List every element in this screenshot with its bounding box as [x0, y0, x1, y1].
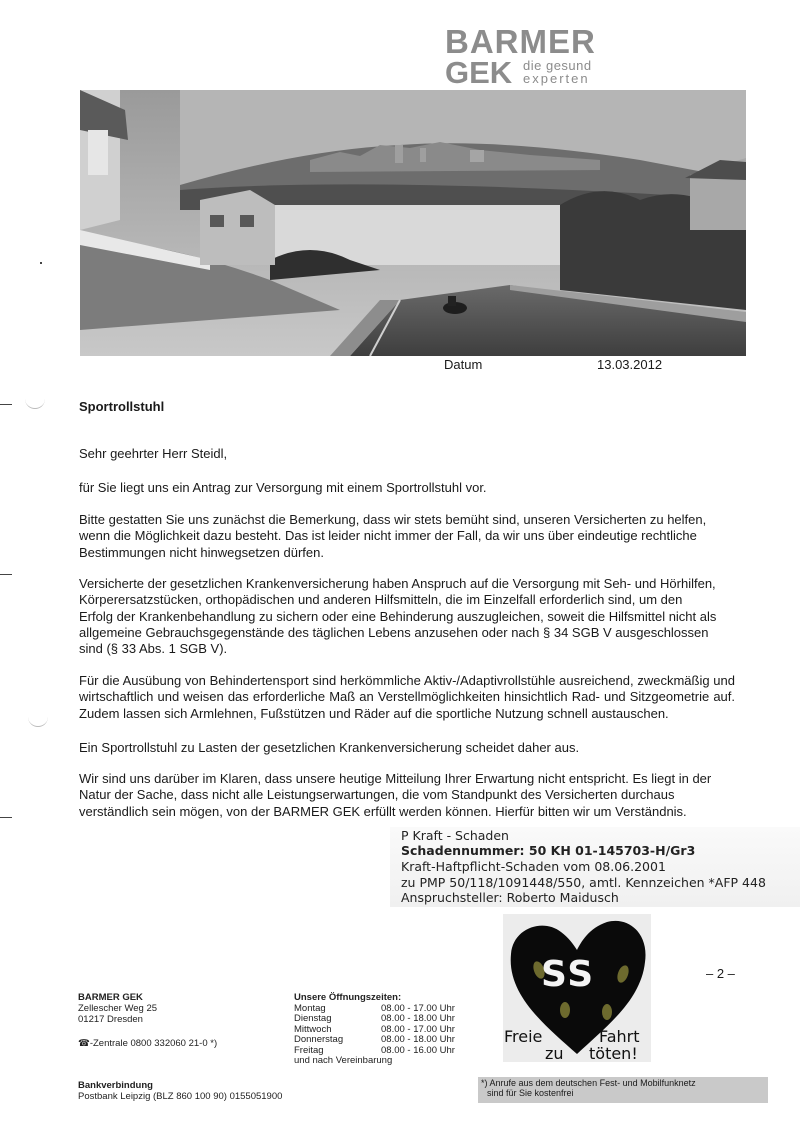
- hours-time: 08.00 - 18.00 Uhr: [381, 1013, 455, 1025]
- logo-gek: GEK: [445, 55, 513, 90]
- hours-row: [294, 1024, 459, 1034]
- heart-caption-1: Freie: [504, 1027, 543, 1046]
- hours-row: [294, 1013, 459, 1023]
- heart-caption-4: töten!: [589, 1044, 638, 1063]
- footer-city: 01217 Dresden: [78, 1014, 143, 1025]
- bank-heading: Bankverbindung: [78, 1080, 153, 1091]
- hours-day: Donnerstag: [294, 1034, 344, 1046]
- hours-time: 08.00 - 17.00 Uhr: [381, 1003, 455, 1014]
- hours-day: Freitag: [294, 1044, 324, 1056]
- fold-mark-2: [0, 574, 12, 575]
- notice-line-1: *) Anrufe aus dem deutschen Fest- und Mobilfunknetz: [481, 1078, 696, 1088]
- bank-details: Postbank Leipzig (BLZ 860 100 90) 0155051900: [78, 1091, 283, 1102]
- paragraph-5: Ein Sportrollstuhl zu Lasten der gesetzlichen Krankenversicherung scheidet daher aus.: [79, 740, 580, 755]
- hours-extra: und nach Vereinbarung: [294, 1055, 393, 1066]
- notice-line-2: sind für Sie kostenfrei: [487, 1088, 574, 1098]
- stamp-line-5: Anspruchsteller: Roberto Maidusch: [401, 890, 619, 905]
- fold-mark-1: [0, 404, 12, 405]
- hours-day: Montag: [294, 1003, 326, 1014]
- free-call-notice: [478, 1077, 768, 1103]
- paragraph-3: Versicherte der gesetzlichen Krankenversicherung haben Anspruch auf die Versorgung mit Seh- und Hörhilfen, Körperersatzstücken, orthopädischen und anderen Hilfsmitteln, die im Einzelfall erforderlich sind, um den Erfolg der Krankenbehandlung zu sichern oder eine Behinderung auszugleichen, soweit die Hilfsmittel nicht als allgemeine Gebrauchsgegenstände des täglichen Lebens anzusehen oder nach § 34 SGB V ausgeschlossen sind (§ 33 Abs. 1 SGB V).: [79, 576, 717, 657]
- hours-row: [294, 1045, 459, 1055]
- hole-mark-1: [25, 398, 45, 409]
- page-number: – 2 –: [706, 966, 735, 981]
- paragraph-6: Wir sind uns darüber im Klaren, dass unsere heutige Mitteilung Ihrer Erwartung nicht entspricht. Es liegt in der Natur der Sache, dass nicht alle Leistungserwartungen, die vom Standpunkt des Versicherten durchaus verständlich sein mögen, von der BARMER GEK erfüllt werden können. Hierfür bitten wir um Verständnis.: [79, 771, 712, 819]
- footer-street: Zellescher Weg 25: [78, 1003, 158, 1014]
- hours-day: Mittwoch: [294, 1023, 332, 1035]
- footer-org: BARMER GEK: [78, 992, 143, 1003]
- salutation: Sehr geehrter Herr Steidl,: [79, 446, 228, 461]
- heart-image: [503, 914, 651, 1062]
- logo-barmer: BARMER: [445, 23, 596, 60]
- logo-tagline: [523, 59, 592, 85]
- heart-caption-3: zu: [545, 1044, 564, 1063]
- letter-subject: Sportrollstuhl: [79, 399, 165, 414]
- stamp-line-3: Kraft-Haftpflicht-Schaden vom 08.06.2001: [401, 859, 666, 874]
- paragraph-1: für Sie liegt uns ein Antrag zur Versorgung mit einem Sportrollstuhl vor.: [79, 480, 487, 495]
- footer-opening-hours: [294, 992, 464, 1072]
- logo-tagline-1: die gesund: [523, 58, 592, 73]
- stamp-line-2: Schadennummer: 50 KH 01-145703-H/Gr3: [401, 843, 696, 858]
- date-label: Datum: [444, 357, 483, 372]
- hours-row: [294, 1003, 459, 1013]
- paragraph-4: Für die Ausübung von Behindertensport sind herkömmliche Aktiv-/Adaptivrollstühle ausreichend, zweckmäßig und wirtschaftlich und weisen das erforderliche Maß an Verstellmöglichkeiten hinsichtlich Rad- und Sitzgeometrie auf. Zudem lassen sich Armlehnen, Fußstützen und Räder auf die sportliche Nutzung schnell austauschen.: [79, 673, 735, 721]
- hours-time: 08.00 - 16.00 Uhr: [381, 1044, 455, 1056]
- date-value: 13.03.2012: [597, 357, 663, 372]
- footer-phone: ☎-Zentrale 0800 332060 21-0 *): [78, 1038, 218, 1049]
- hours-heading: Unsere Öffnungszeiten:: [294, 992, 402, 1003]
- stamp-line-4: zu PMP 50/118/1091448/550, amtl. Kennzeichen *AFP 448: [401, 875, 766, 890]
- fold-mark-3: [0, 817, 12, 818]
- footer-address: [78, 992, 217, 1049]
- speck: [40, 262, 42, 264]
- heart-caption-2: Fahrt: [599, 1027, 640, 1046]
- damage-claim-stamp: [390, 827, 800, 907]
- logo-tagline-2: experten: [523, 71, 590, 86]
- header-photo: [80, 90, 746, 356]
- hole-mark-2: [28, 716, 48, 727]
- stamp-line-1: P Kraft - Schaden: [401, 828, 509, 843]
- heart-ss-letters: SS: [541, 954, 596, 995]
- hours-time: 08.00 - 18.00 Uhr: [381, 1034, 455, 1046]
- hours-row: [294, 1034, 459, 1044]
- hours-day: Dienstag: [294, 1013, 332, 1025]
- paragraph-2: Bitte gestatten Sie uns zunächst die Bemerkung, dass wir stets bemüht sind, unseren Versicherten zu helfen, wenn die Möglichkeit dazu besteht. Das ist leider nicht immer der Fall, da wir uns über eindeutige rechtliche Bestimmungen nicht hinwegsetzen dürfen.: [79, 512, 707, 560]
- hours-time: 08.00 - 17.00 Uhr: [381, 1023, 455, 1035]
- footer-bank: [78, 1080, 282, 1102]
- barmer-gek-logo: [445, 23, 615, 90]
